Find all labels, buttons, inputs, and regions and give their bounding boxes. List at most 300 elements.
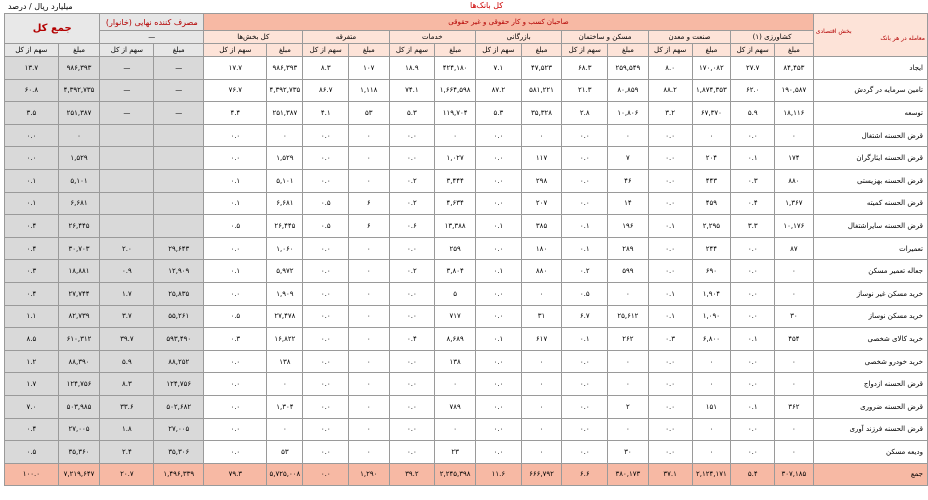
row-label: جمع <box>813 463 927 486</box>
amount-cell: ۰ <box>267 124 303 147</box>
amount-cell <box>154 192 204 215</box>
amount-cell: ۶ <box>349 192 389 215</box>
amount-cell: ۰ <box>775 260 814 283</box>
share-cell: ۰.۰ <box>648 373 692 396</box>
share-cell: ۰.۰ <box>303 328 349 351</box>
share-cell <box>100 192 154 215</box>
share-cell: ۷۴.۱ <box>389 79 435 102</box>
title-bar <box>0 0 928 14</box>
share-cell: ۰.۰ <box>562 192 608 215</box>
amount-cell: ۵,۱۰۱ <box>267 169 303 192</box>
share-cell: ۰.۴ <box>731 192 775 215</box>
amount-cell: ۴۲۴,۱۸۰ <box>435 57 476 80</box>
amount-cell: ۲۶,۴۴۵ <box>267 215 303 238</box>
share-cell: ۲.۰ <box>100 237 154 260</box>
amount-cell: ۰ <box>349 418 389 441</box>
row-label: تامین سرمایه در گردش <box>813 79 927 102</box>
amount-cell: ۳۰ <box>608 441 649 464</box>
share-subheader: سهم از کل <box>303 44 349 57</box>
share-cell: ۷۶.۷ <box>204 79 267 102</box>
share-cell: ۳.۷ <box>100 305 154 328</box>
share-cell: ۲.۴ <box>100 441 154 464</box>
share-cell: ۴.۴ <box>204 102 267 125</box>
share-cell: ۰.۱ <box>204 260 267 283</box>
share-cell: ۱۱.۶ <box>476 463 522 486</box>
share-cell: ۰.۴ <box>5 237 59 260</box>
amount-cell: ۷۱۷ <box>435 305 476 328</box>
share-cell: ۰.۱ <box>204 192 267 215</box>
share-cell: ۲.۸ <box>562 102 608 125</box>
share-cell: ۰.۰ <box>648 169 692 192</box>
amount-cell: ۵۰۳,۹۸۵ <box>58 395 100 418</box>
share-cell: ۶.۷ <box>562 305 608 328</box>
table-row <box>5 260 928 283</box>
amount-cell: ۱۳,۳۸۸ <box>435 215 476 238</box>
row-label: قرض الحسنه کمیته <box>813 192 927 215</box>
amount-cell: ۶۹۰ <box>692 260 731 283</box>
share-cell: — <box>100 79 154 102</box>
share-cell: ۲۰.۷ <box>100 463 154 486</box>
share-subheader: سهم از کل <box>476 44 522 57</box>
share-cell: ۰.۰ <box>303 350 349 373</box>
share-cell: ۰.۰ <box>562 373 608 396</box>
share-cell: ۰.۰ <box>476 192 522 215</box>
share-cell: ۰.۰ <box>648 441 692 464</box>
share-cell: ۱.۲ <box>5 350 59 373</box>
share-subheader: سهم از کل <box>648 44 692 57</box>
amount-cell: ۴۴۳ <box>692 169 731 192</box>
share-cell: ۰.۱ <box>476 260 522 283</box>
amount-cell: ۹۸۶,۳۹۳ <box>267 57 303 80</box>
share-cell: ۰.۰ <box>731 124 775 147</box>
amount-cell: ۲۴۴ <box>692 237 731 260</box>
share-cell: ۰.۰ <box>303 463 349 486</box>
amount-cell: ۶۱۰,۳۱۲ <box>58 328 100 351</box>
table-row <box>5 282 928 305</box>
amount-cell: ۱۱۹,۷۰۴ <box>435 102 476 125</box>
sector-header: کل بخش‌ها <box>204 31 303 44</box>
page-title: کل بانک‌ها <box>470 1 504 10</box>
amount-cell: ۲۰۷ <box>521 192 562 215</box>
consumer-group-header: مصرف کننده نهایی (خانوار) <box>100 14 204 31</box>
row-label: خرید خودرو شخصی <box>813 350 927 373</box>
amount-cell: ۵,۹۷۲ <box>267 260 303 283</box>
amount-cell <box>154 147 204 170</box>
amount-cell: ۵ <box>435 282 476 305</box>
amount-cell: ۵۳ <box>349 102 389 125</box>
share-cell: ۰.۰ <box>303 395 349 418</box>
share-cell: ۰.۰ <box>303 169 349 192</box>
share-cell: ۱.۱ <box>5 305 59 328</box>
amount-subheader: مبلغ <box>154 44 204 57</box>
share-cell: ۰.۵ <box>562 282 608 305</box>
share-subheader: سهم از کل <box>562 44 608 57</box>
share-cell: ۰.۰ <box>303 305 349 328</box>
amount-cell: ۱۰,۱۷۶ <box>775 215 814 238</box>
table-row <box>5 124 928 147</box>
amount-cell: ۳,۸۰۴ <box>435 260 476 283</box>
share-cell: ۰.۰ <box>731 350 775 373</box>
share-cell: ۰.۰ <box>204 373 267 396</box>
share-cell: ۶.۶ <box>562 463 608 486</box>
amount-cell: ۳۸۰,۱۷۳ <box>608 463 649 486</box>
row-label: قرض الحسنه سایراشتغال <box>813 215 927 238</box>
share-cell: ۰.۱ <box>562 215 608 238</box>
table-row <box>5 395 928 418</box>
amount-cell: ۰ <box>692 350 731 373</box>
share-cell: ۰.۱ <box>562 237 608 260</box>
table-row <box>5 305 928 328</box>
amount-subheader: مبلغ <box>692 44 731 57</box>
share-cell: ۰.۱ <box>476 328 522 351</box>
share-cell: ۰.۲ <box>562 260 608 283</box>
amount-cell: ۲۹,۶۴۳ <box>154 237 204 260</box>
amount-cell: ۸۲,۷۳۹ <box>58 305 100 328</box>
amount-cell: ۰ <box>775 441 814 464</box>
amount-cell: ۰ <box>349 305 389 328</box>
share-cell: ۰.۰ <box>204 441 267 464</box>
share-cell: ۰.۰ <box>389 373 435 396</box>
amount-cell: ۵,۷۲۵,۰۰۸ <box>267 463 303 486</box>
share-cell: ۰.۰ <box>303 418 349 441</box>
amount-cell: ۱۹۰,۵۸۷ <box>775 79 814 102</box>
table-row <box>5 441 928 464</box>
amount-cell: ۴,۶۳۴ <box>435 192 476 215</box>
amount-cell: ۱,۹۰۹ <box>267 282 303 305</box>
share-cell: ۰.۰ <box>204 395 267 418</box>
share-cell: ۰.۰ <box>731 260 775 283</box>
amount-cell: ۱۷۰,۰۸۲ <box>692 57 731 80</box>
amount-subheader: مبلغ <box>775 44 814 57</box>
amount-cell: ۰ <box>521 282 562 305</box>
share-cell: ۱.۷ <box>5 373 59 396</box>
amount-cell: ۲ <box>608 395 649 418</box>
share-cell: ۰.۰ <box>389 305 435 328</box>
amount-cell: ۴۵۴ <box>775 328 814 351</box>
amount-cell: ۲۷,۰۰۵ <box>58 418 100 441</box>
amount-cell <box>154 124 204 147</box>
amount-cell: ۲۵۱,۳۸۷ <box>58 102 100 125</box>
share-cell: ۰.۰ <box>562 441 608 464</box>
amount-cell: ۰ <box>692 441 731 464</box>
amount-cell: ۳۸۵ <box>521 215 562 238</box>
share-cell: — <box>100 57 154 80</box>
amount-cell: ۲۵,۶۱۲ <box>608 305 649 328</box>
amount-cell: ۰ <box>692 124 731 147</box>
amount-cell: ۲۵۹,۵۴۹ <box>608 57 649 80</box>
share-cell: — <box>100 102 154 125</box>
share-cell: ۰.۰ <box>476 373 522 396</box>
share-cell: ۰.۳ <box>648 328 692 351</box>
units-label: میلیارد ریال / درصد <box>8 2 73 11</box>
amount-cell: ۳۵,۳۰۶ <box>154 441 204 464</box>
total-group-header: جمع کل <box>5 14 100 44</box>
amount-cell: ۴۷,۵۲۳ <box>521 57 562 80</box>
amount-cell: ۰ <box>775 418 814 441</box>
share-cell: ۰.۰ <box>731 441 775 464</box>
share-cell: ۰.۰ <box>476 305 522 328</box>
amount-cell: ۰ <box>349 169 389 192</box>
share-subheader: سهم از کل <box>5 44 59 57</box>
row-label: قرض الحسنه اشتغال <box>813 124 927 147</box>
share-cell: ۳.۲ <box>648 102 692 125</box>
share-cell: ۰.۰ <box>389 237 435 260</box>
share-cell: ۰.۴ <box>5 215 59 238</box>
amount-cell: ۸۷ <box>775 237 814 260</box>
amount-cell: ۰ <box>349 282 389 305</box>
share-cell: ۰.۰ <box>389 395 435 418</box>
amount-cell: ۰ <box>349 373 389 396</box>
amount-cell: ۱۵۱ <box>692 395 731 418</box>
share-cell: ۰.۰ <box>5 147 59 170</box>
share-cell: ۰.۰ <box>303 147 349 170</box>
share-subheader: سهم از کل <box>731 44 775 57</box>
share-cell: ۰.۱ <box>648 282 692 305</box>
amount-cell: ۲۳ <box>435 441 476 464</box>
row-label: قرض الحسنه بهزیستی <box>813 169 927 192</box>
amount-cell: ۲۷,۷۴۴ <box>58 282 100 305</box>
share-cell: ۰.۰ <box>389 350 435 373</box>
row-label: قرض الحسنه ضروری <box>813 395 927 418</box>
corner-top-label: بخش اقتصادی <box>815 28 852 35</box>
amount-cell: ۰ <box>521 395 562 418</box>
share-cell: ۰.۰ <box>648 260 692 283</box>
share-cell: ۰.۰ <box>648 418 692 441</box>
share-cell: ۸.۳ <box>303 57 349 80</box>
amount-cell: ۱,۱۱۸ <box>349 79 389 102</box>
amount-cell: ۱,۲۹۰ <box>349 463 389 486</box>
share-cell: ۰.۰ <box>204 147 267 170</box>
amount-cell: ۶۷,۳۷۰ <box>692 102 731 125</box>
amount-cell: ۴۶ <box>608 169 649 192</box>
amount-cell: ۰ <box>775 124 814 147</box>
amount-cell: ۰ <box>775 282 814 305</box>
share-cell: ۰.۵ <box>5 441 59 464</box>
share-cell: ۲۷.۷ <box>731 57 775 80</box>
share-cell: ۱۳.۷ <box>5 57 59 80</box>
share-cell: ۰.۵ <box>204 215 267 238</box>
share-cell: ۰.۴ <box>5 282 59 305</box>
amount-cell: ۴۵۹ <box>692 192 731 215</box>
amount-subheader: مبلغ <box>435 44 476 57</box>
amount-cell: ۷,۲۱۹,۶۴۷ <box>58 463 100 486</box>
amount-cell: ۲,۲۹۵ <box>692 215 731 238</box>
amount-cell: ۱۷۴ <box>775 147 814 170</box>
share-cell: ۰.۰ <box>731 237 775 260</box>
amount-cell: ۳۵,۳۶۰ <box>58 441 100 464</box>
amount-cell: ۱۲۴,۷۵۶ <box>58 373 100 396</box>
amount-cell: ۰ <box>349 237 389 260</box>
table-row <box>5 192 928 215</box>
share-cell: ۸۸.۲ <box>648 79 692 102</box>
share-cell: ۰.۰ <box>476 282 522 305</box>
share-cell: ۰.۰ <box>731 373 775 396</box>
amount-cell: ۳۱ <box>521 305 562 328</box>
share-cell: ۵.۳ <box>389 102 435 125</box>
share-cell: ۳۹.۷ <box>100 328 154 351</box>
amount-subheader: مبلغ <box>608 44 649 57</box>
amount-cell: ۵۹۳,۴۹۰ <box>154 328 204 351</box>
share-cell: ۰.۱ <box>5 192 59 215</box>
amount-cell: ۶,۸۰۰ <box>692 328 731 351</box>
amount-cell: ۰ <box>608 282 649 305</box>
amount-cell: ۲۷,۰۰۵ <box>154 418 204 441</box>
share-cell: ۰.۰ <box>648 124 692 147</box>
sector-header: کشاورزی (۱) <box>731 31 813 44</box>
amount-cell: ۳۵,۳۲۸ <box>521 102 562 125</box>
amount-cell: ۸۸۰ <box>521 260 562 283</box>
amount-cell: ۱۰۷ <box>349 57 389 80</box>
share-cell: ۰.۰ <box>476 441 522 464</box>
row-label: قرض الحسنه ایثارگران <box>813 147 927 170</box>
share-cell: ۰.۰ <box>476 147 522 170</box>
share-cell: ۰.۱ <box>562 328 608 351</box>
share-cell: ۰.۰ <box>204 350 267 373</box>
amount-cell: ۲۹۸ <box>521 169 562 192</box>
share-cell: ۶۲.۰ <box>731 79 775 102</box>
share-cell: ۸.۰ <box>648 57 692 80</box>
share-subheader: سهم از کل <box>389 44 435 57</box>
amount-cell: ۱,۰۹۰ <box>692 305 731 328</box>
share-cell: ۵.۹ <box>731 102 775 125</box>
amount-cell: ۸,۶۸۹ <box>435 328 476 351</box>
amount-cell: ۰ <box>521 350 562 373</box>
amount-cell: ۰ <box>692 418 731 441</box>
amount-cell: ۲۵,۸۳۵ <box>154 282 204 305</box>
share-cell: ۰.۲ <box>389 169 435 192</box>
amount-cell: ۶,۶۸۱ <box>58 192 100 215</box>
amount-cell: ۳۰,۷۰۳ <box>58 237 100 260</box>
share-cell: ۰.۲ <box>389 192 435 215</box>
amount-cell: ۰ <box>349 350 389 373</box>
amount-cell: ۲۷,۴۷۸ <box>267 305 303 328</box>
amount-cell: ۰ <box>349 328 389 351</box>
amount-cell: ۱۰,۸۰۶ <box>608 102 649 125</box>
share-cell: ۸۶.۷ <box>303 79 349 102</box>
amount-cell: ۰ <box>608 350 649 373</box>
share-cell: ۰.۰ <box>562 147 608 170</box>
share-cell: ۳.۳ <box>731 215 775 238</box>
amount-cell: ۰ <box>692 373 731 396</box>
share-cell: ۳۹.۲ <box>389 463 435 486</box>
share-cell: ۰.۰ <box>648 350 692 373</box>
share-cell: ۰.۱ <box>648 215 692 238</box>
share-cell: ۰.۱ <box>476 215 522 238</box>
share-cell: ۰.۵ <box>204 305 267 328</box>
amount-cell: ۶۶۶,۷۹۲ <box>521 463 562 486</box>
amount-cell: — <box>154 79 204 102</box>
share-cell: ۰.۰ <box>204 282 267 305</box>
share-cell: ۸۷.۲ <box>476 79 522 102</box>
share-cell: ۰.۰ <box>648 147 692 170</box>
amount-cell: ۱,۵۲۹ <box>267 147 303 170</box>
sector-header: بازرگانی <box>476 31 562 44</box>
amount-cell: ۵۳ <box>267 441 303 464</box>
share-cell: ۰.۰ <box>562 395 608 418</box>
amount-cell: ۱,۵۲۹ <box>58 147 100 170</box>
share-cell: ۰.۰ <box>476 350 522 373</box>
share-cell: ۱۰۰.۰ <box>5 463 59 486</box>
business-group-header: صاحبان کسب و کار حقوقی و غیر حقوقی <box>204 14 814 31</box>
share-cell: ۰.۰ <box>389 418 435 441</box>
share-cell: ۱.۷ <box>100 282 154 305</box>
share-cell: ۵.۴ <box>731 463 775 486</box>
amount-cell: ۵۰۲,۶۸۲ <box>154 395 204 418</box>
share-cell: ۸.۵ <box>5 328 59 351</box>
share-cell: ۰.۰ <box>204 124 267 147</box>
share-cell: ۰.۰ <box>476 237 522 260</box>
amount-cell: ۰ <box>775 373 814 396</box>
share-cell: ۰.۶ <box>389 215 435 238</box>
amount-cell: ۲۸۹ <box>608 237 649 260</box>
amount-cell: ۲۶۲ <box>608 328 649 351</box>
share-cell: ۰.۳ <box>204 328 267 351</box>
share-cell: ۰.۰ <box>476 418 522 441</box>
share-cell: ۰.۱ <box>731 147 775 170</box>
share-cell: ۰.۰ <box>731 305 775 328</box>
amount-cell: ۴,۳۹۲,۷۳۵ <box>58 79 100 102</box>
amount-cell: ۸۰,۸۵۹ <box>608 79 649 102</box>
amount-cell: ۱۳۸ <box>435 350 476 373</box>
amount-cell: ۶ <box>349 215 389 238</box>
amount-cell: ۲۵۹ <box>435 237 476 260</box>
share-cell: ۶۰.۸ <box>5 79 59 102</box>
table-row <box>5 215 928 238</box>
amount-cell: ۲۶,۴۴۵ <box>58 215 100 238</box>
amount-cell: ۱,۶۶۴,۵۹۸ <box>435 79 476 102</box>
share-cell: ۰.۴ <box>389 328 435 351</box>
amount-cell: ۰ <box>349 147 389 170</box>
share-cell: ۰.۰ <box>562 418 608 441</box>
amount-cell: ۰ <box>349 441 389 464</box>
share-cell: ۰.۰ <box>648 395 692 418</box>
row-label: قرض الحسنه فرزند آوری <box>813 418 927 441</box>
share-cell: ۰.۱ <box>648 305 692 328</box>
amount-cell: ۱۸,۸۸۱ <box>58 260 100 283</box>
table-row <box>5 57 928 80</box>
amount-cell: ۱۸۰ <box>521 237 562 260</box>
amount-cell: ۱۶,۸۲۲ <box>267 328 303 351</box>
share-cell: ۷۹.۳ <box>204 463 267 486</box>
sector-header: متفرقه <box>303 31 389 44</box>
amount-cell: ۰ <box>775 350 814 373</box>
row-label: ودیعه مسکن <box>813 441 927 464</box>
share-cell: ۰.۲ <box>389 260 435 283</box>
amount-cell: ۱,۴۹۶,۳۳۹ <box>154 463 204 486</box>
amount-cell: ۰ <box>435 373 476 396</box>
share-cell: ۳۳.۶ <box>100 395 154 418</box>
amount-cell: ۵۹۹ <box>608 260 649 283</box>
row-label: تعمیرات <box>813 237 927 260</box>
amount-cell: ۶,۶۸۱ <box>267 192 303 215</box>
amount-cell: ۰ <box>608 124 649 147</box>
share-cell: ۰.۰ <box>204 237 267 260</box>
share-cell: ۰.۵ <box>303 192 349 215</box>
row-label: خرید کالای شخصی <box>813 328 927 351</box>
share-cell: ۰.۰ <box>562 350 608 373</box>
amount-cell: ۶۱۷ <box>521 328 562 351</box>
row-label: توسعه <box>813 102 927 125</box>
share-cell: ۰.۰ <box>303 441 349 464</box>
amount-cell: ۱,۳۶۷ <box>775 192 814 215</box>
corner-bottom-label: معامله در هر بانک <box>880 35 925 42</box>
amount-cell: ۱,۳۰۴ <box>267 395 303 418</box>
amount-cell: ۲,۱۲۴,۱۷۱ <box>692 463 731 486</box>
table-row <box>5 328 928 351</box>
share-cell: ۷.۱ <box>476 57 522 80</box>
share-cell: ۰.۰ <box>303 124 349 147</box>
share-subheader: سهم از کل <box>204 44 267 57</box>
